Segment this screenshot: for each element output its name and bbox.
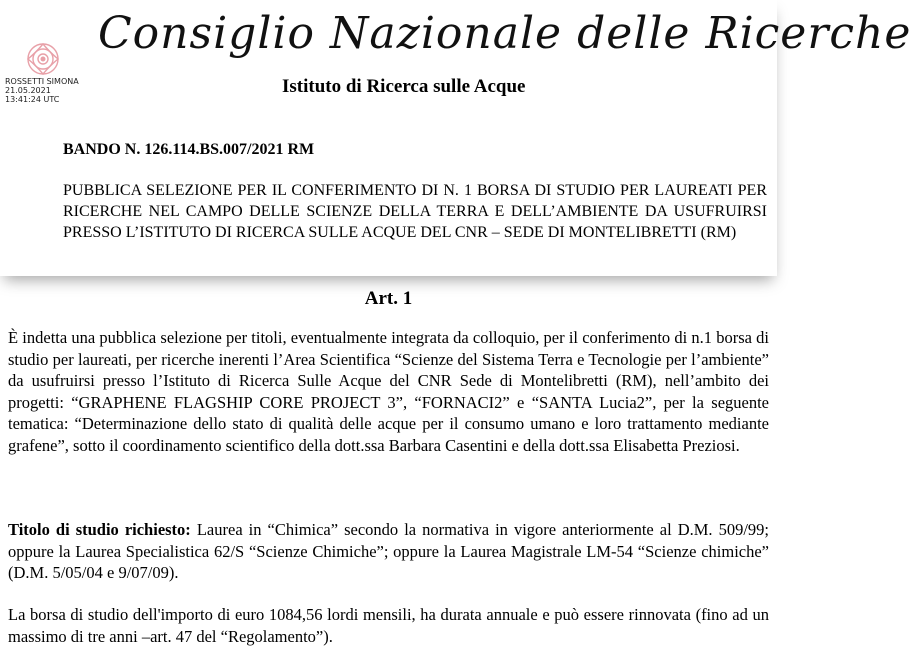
- signature-time: 13:41:24 UTC: [5, 95, 60, 104]
- paragraph-announcement: È indetta una pubblica selezione per titoli, eventualmente integrata da colloquio, per il conferimento di n.1 borsa di studio per laureati, per ricerche inerenti l’Area Scientifica “Scienze del Sistema Terra e Tecnologie per l’ambiente” da usufruirsi presso l’Istituto di Ricerca Sulle Acque del CNR Sede di Montelibretti (RM), nell’ambito dei progetti: “GRAPHENE FLAGSHIP CORE PROJECT 3”, “FORNACI2” e “SANTA Lucia2”, per la seguente tematica: “Determinazione dello stato di qualità delle acque per il consumo umano e loro trattamento mediante grafene”, sotto il coordinamento scientifico della dott.ssa Barbara Casentini e della dott.ssa Elisabetta Preziosi.: [8, 328, 769, 455]
- requirements-text: Laurea in “Chimica” secondo la normativa in vigore anteriormente al D.M. 509/99; oppure la Laurea Specialistica 62/S “Scienze Chimiche”; oppure la Laurea Magistrale LM-54 “Scienze chimiche” (D.M. 5/05/04 e 9/07/09).: [8, 520, 769, 582]
- signature-name: ROSSETTI SIMONA: [5, 77, 79, 86]
- rose-seal-icon: [26, 42, 60, 76]
- digital-signature: [5, 77, 79, 104]
- paragraph-amount: La borsa di studio dell'importo di euro 1084,56 lordi mensili, ha durata annuale e può essere rinnovata (fino ad un massimo di tre anni –art. 47 del “Regolamento”).: [8, 605, 769, 646]
- article-title: Art. 1: [364, 288, 413, 309]
- institute-name: Istituto di Ricerca sulle Acque: [282, 76, 526, 97]
- document-header: [0, 0, 911, 276]
- signature-date: 21.05.2021: [5, 86, 51, 95]
- document-body: [0, 276, 777, 665]
- bando-number: BANDO N. 126.114.BS.007/2021 RM: [63, 141, 315, 158]
- bando-subject: PUBBLICA SELEZIONE PER IL CONFERIMENTO DI N. 1 BORSA DI STUDIO PER LAUREATI PER RICERCHE NEL CAMPO DELLE SCIENZE DELLA TERRA E DELL’AMBIENTE DA USUFRUIRSI PRESSO L’ISTITUTO DI RICERCA SULLE ACQUE DEL CNR – SEDE DI MONTELIBRETTI (RM): [63, 182, 767, 241]
- requirements-label: Titolo di studio richiesto:: [8, 520, 191, 539]
- cnr-logo-text: Consiglio Nazionale delle Ricerche: [98, 8, 911, 59]
- paragraph-requirements: [8, 519, 769, 584]
